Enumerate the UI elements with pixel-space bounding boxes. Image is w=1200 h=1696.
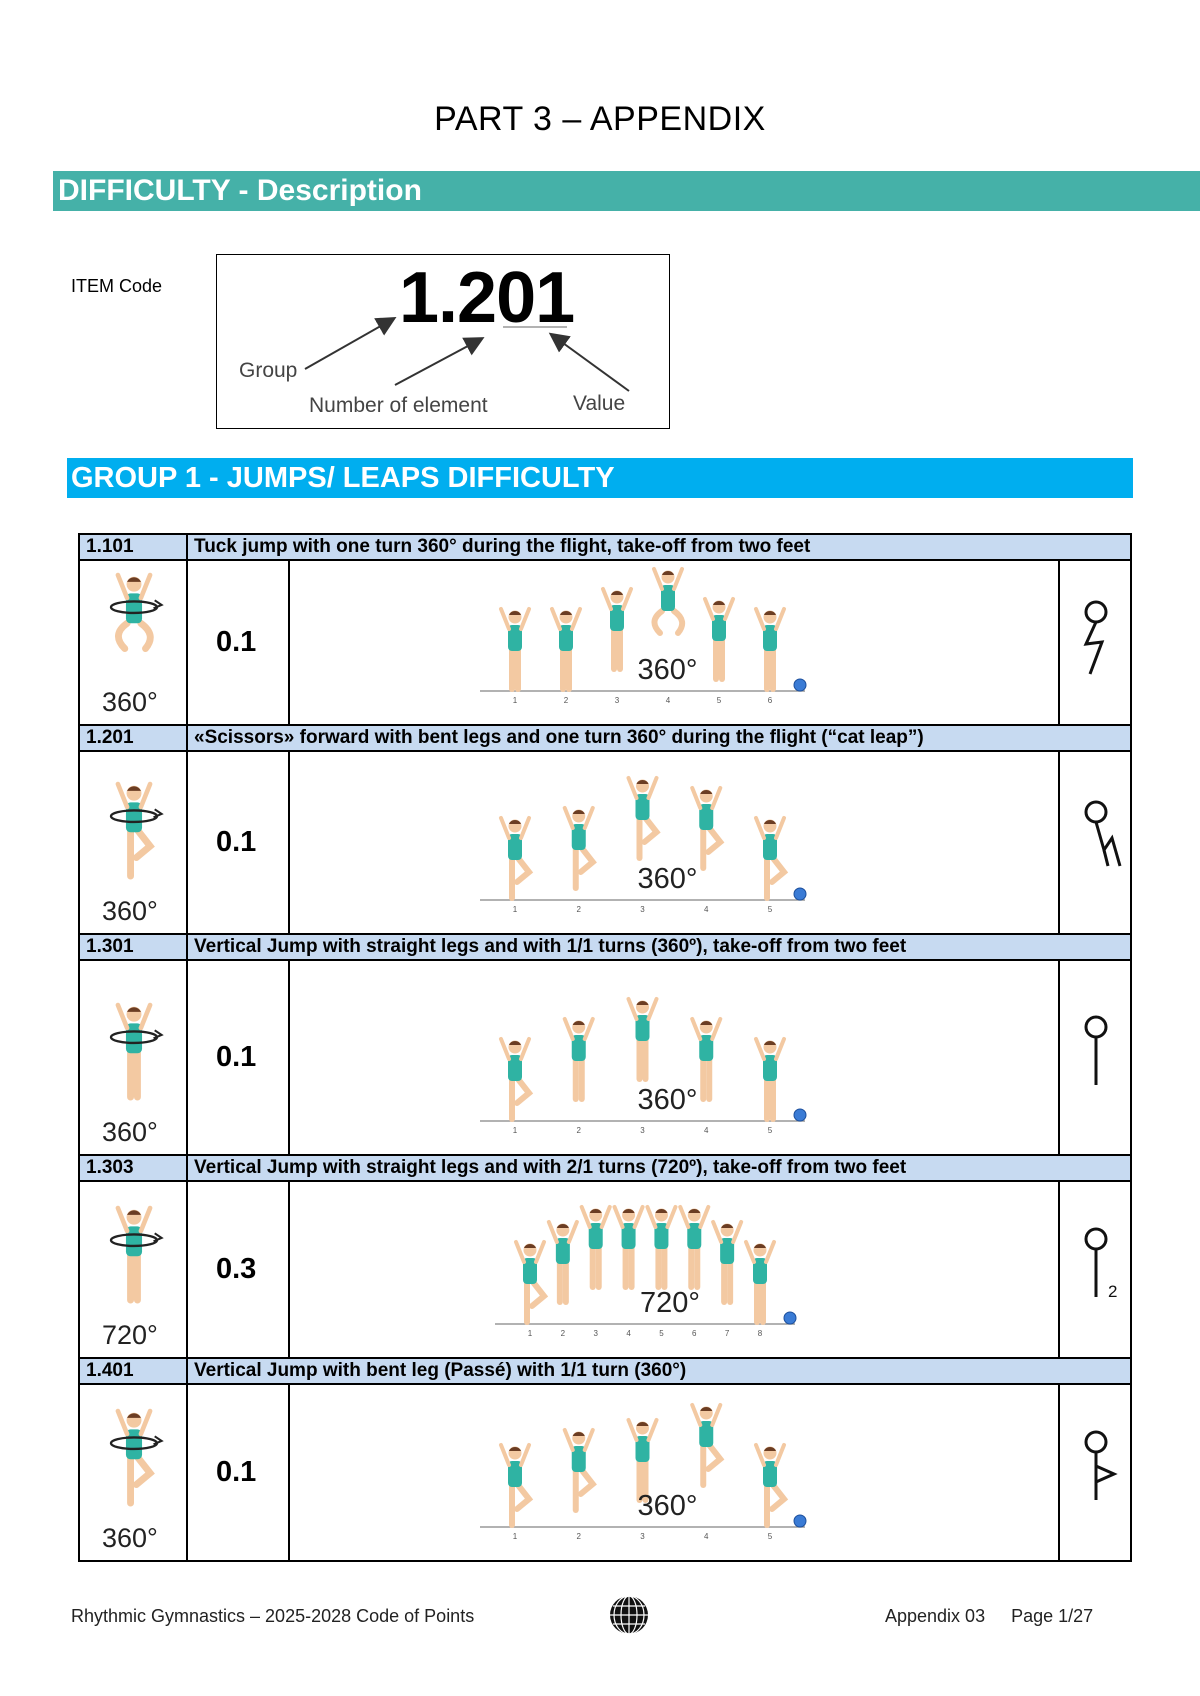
svg-text:2: 2	[576, 905, 581, 914]
svg-text:2: 2	[563, 696, 569, 705]
svg-text:3: 3	[614, 696, 620, 705]
element-header-row	[79, 934, 1131, 960]
thumbnail-angle: 720°	[102, 1320, 158, 1350]
element-value: 0.1	[187, 1384, 289, 1561]
element-sequence-figure	[290, 561, 1060, 719]
footer-appendix: Appendix 03	[885, 1606, 986, 1626]
svg-text:5: 5	[659, 1329, 664, 1338]
element-figure-cell	[289, 560, 1059, 725]
svg-text:6: 6	[767, 696, 773, 705]
element-header-row	[79, 534, 1131, 560]
sequence-angle-label: 360°	[637, 863, 698, 895]
element-sequence-figure	[290, 1182, 1060, 1352]
element-symbol-cell	[1059, 560, 1131, 725]
item-code-group-label: Group	[239, 359, 298, 382]
element-value: 0.1	[187, 560, 289, 725]
element-thumbnail-cell	[79, 560, 187, 725]
element-detail-row	[79, 560, 1131, 725]
element-code: 1.301	[79, 934, 187, 960]
sequence-angle-label: 360°	[637, 1490, 698, 1522]
thumbnail-angle: 360°	[102, 687, 158, 717]
element-figure-cell	[289, 751, 1059, 934]
element-detail-row	[79, 1384, 1131, 1561]
element-sequence-figure	[290, 961, 1060, 1149]
element-code: 1.201	[79, 725, 187, 751]
element-symbol-cell	[1059, 1384, 1131, 1561]
element-thumbnail-cell	[79, 751, 187, 934]
difficulty-description-banner: DIFFICULTY - Description	[53, 171, 1200, 211]
thumbnail-angle: 360°	[102, 1117, 158, 1147]
svg-text:6: 6	[692, 1329, 697, 1338]
element-value: 0.3	[187, 1181, 289, 1358]
footer-page-info	[885, 1606, 1093, 1627]
element-title: Vertical Jump with straight legs and with 2/1 turns (720º), take-off from two feet	[187, 1155, 1131, 1181]
svg-text:2: 2	[1108, 1282, 1118, 1301]
thumbnail-angle: 360°	[102, 1523, 158, 1553]
element-detail-row	[79, 1181, 1131, 1358]
svg-text:1: 1	[512, 1126, 518, 1135]
svg-text:8: 8	[757, 1329, 763, 1338]
passe-jump-symbol-icon	[1060, 1385, 1132, 1555]
item-code-element-label: Number of element	[309, 394, 488, 417]
element-title: Vertical Jump with straight legs and with 1/1 turns (360º), take-off from two feet	[187, 934, 1131, 960]
svg-text:4: 4	[704, 1126, 709, 1135]
element-symbol-cell	[1059, 751, 1131, 934]
svg-text:3: 3	[640, 1532, 645, 1541]
element-figure-cell	[289, 960, 1059, 1155]
svg-text:5: 5	[767, 1126, 773, 1135]
element-thumbnail-cell	[79, 1384, 187, 1561]
difficulty-table	[78, 533, 1132, 1562]
group-1-banner: GROUP 1 - JUMPS/ LEAPS DIFFICULTY	[67, 458, 1133, 498]
svg-text:4: 4	[665, 696, 671, 705]
svg-text:7: 7	[724, 1329, 730, 1338]
item-code-diagram	[216, 254, 670, 429]
cat-leap-symbol-icon	[1060, 752, 1132, 928]
svg-text:5: 5	[716, 696, 722, 705]
item-code-number: 1.201	[399, 258, 575, 338]
element-detail-row	[79, 960, 1131, 1155]
footer-title: Rhythmic Gymnastics – 2025-2028 Code of Points	[71, 1606, 475, 1626]
svg-text:5: 5	[767, 905, 773, 914]
svg-text:2: 2	[560, 1329, 566, 1338]
svg-text:4: 4	[704, 905, 709, 914]
element-value: 0.1	[187, 751, 289, 934]
svg-text:1: 1	[512, 696, 518, 705]
element-code: 1.401	[79, 1358, 187, 1384]
svg-text:2: 2	[576, 1126, 581, 1135]
svg-text:5: 5	[767, 1532, 773, 1541]
sequence-angle-label: 360°	[637, 654, 698, 686]
item-code-value-label: Value	[573, 392, 626, 415]
element-symbol-cell	[1059, 1181, 1131, 1358]
element-figure-cell	[289, 1181, 1059, 1358]
element-code: 1.101	[79, 534, 187, 560]
svg-text:3: 3	[640, 1126, 645, 1135]
svg-text:4: 4	[626, 1329, 631, 1338]
element-thumbnail-cell	[79, 1181, 187, 1358]
element-title: «Scissors» forward with bent legs and one turn 360° during the flight (“cat leap”)	[187, 725, 1131, 751]
sequence-angle-label: 360°	[637, 1084, 698, 1116]
element-title: Vertical Jump with bent leg (Passé) with 1/1 turn (360°)	[187, 1358, 1131, 1384]
element-header-row	[79, 1155, 1131, 1181]
vertical-jump-symbol-icon	[1060, 961, 1132, 1149]
fig-globe-logo	[608, 1594, 650, 1641]
element-symbol-cell	[1059, 960, 1131, 1155]
svg-text:3: 3	[593, 1329, 598, 1338]
svg-text:1: 1	[512, 1532, 518, 1541]
thumbnail-angle: 360°	[102, 896, 158, 926]
svg-text:3: 3	[640, 905, 645, 914]
element-figure-cell	[289, 1384, 1059, 1561]
element-sequence-figure	[290, 752, 1060, 928]
element-thumbnail-cell	[79, 960, 187, 1155]
svg-text:4: 4	[704, 1532, 709, 1541]
item-code-label: ITEM Code	[71, 276, 163, 296]
element-title: Tuck jump with one turn 360° during the flight, take-off from two feet	[187, 534, 1131, 560]
element-header-row	[79, 1358, 1131, 1384]
svg-text:2: 2	[576, 1532, 581, 1541]
svg-text:1: 1	[527, 1329, 533, 1338]
element-detail-row	[79, 751, 1131, 934]
element-header-row	[79, 725, 1131, 751]
element-sequence-figure	[290, 1385, 1060, 1555]
footer-page-number: Page 1/27	[1011, 1606, 1094, 1626]
sequence-angle-label: 720°	[640, 1287, 700, 1319]
svg-text:1: 1	[512, 905, 518, 914]
page-title: PART 3 – APPENDIX	[434, 100, 766, 138]
element-value: 0.1	[187, 960, 289, 1155]
element-code: 1.303	[79, 1155, 187, 1181]
tuck-jump-symbol-icon	[1060, 561, 1132, 719]
vertical-jump-2-symbol-icon	[1060, 1182, 1132, 1352]
